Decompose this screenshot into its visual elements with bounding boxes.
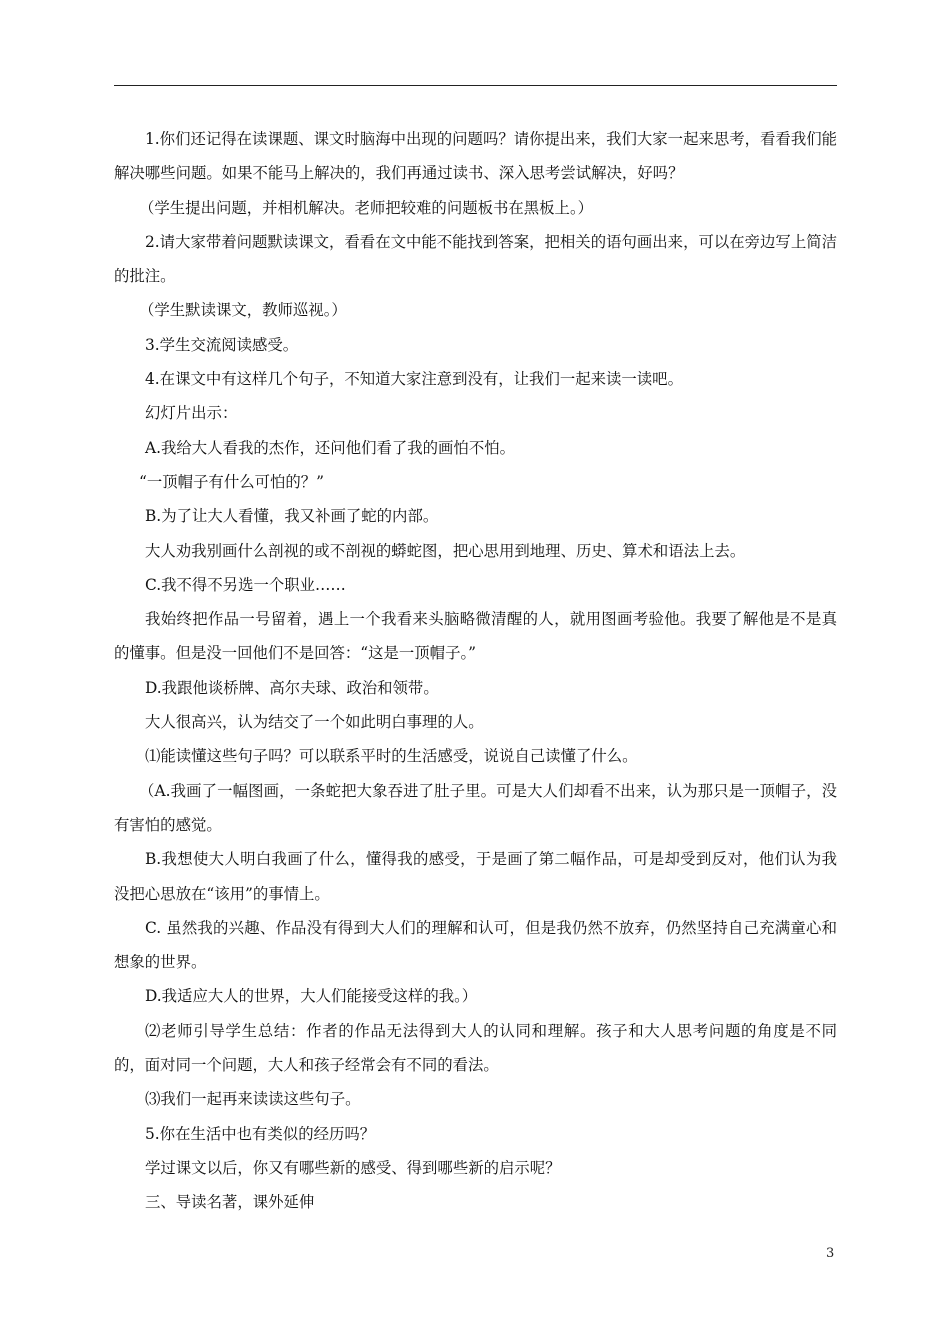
paragraph: （学生默读课文，教师巡视。） <box>139 301 347 320</box>
lesson-content <box>114 122 837 1220</box>
paragraph: 我始终把作品一号留着，遇上一个我看来头脑略微清醒的人，就用图画考验他。我要了解他是不是真的懂事。但是没一回他们不是回答：“这是一顶帽子。” <box>114 610 837 663</box>
paragraph: 3.学生交流阅读感受。 <box>145 335 299 354</box>
section-heading: 三、导读名著，课外延伸 <box>145 1193 315 1212</box>
paragraph: 4.在课文中有这样几个句子，不知道大家注意到没有，让我们一起来读一读吧。 <box>145 370 683 389</box>
paragraph: （学生提出问题，并相机解决。老师把较难的问题板书在黑板上。） <box>139 198 594 217</box>
paragraph: 幻灯片出示： <box>145 404 238 423</box>
paragraph: 5.你在生活中也有类似的经历吗？ <box>145 1124 376 1143</box>
paragraph: C. 虽然我的兴趣、作品没有得到大人们的理解和认可，但是我仍然不放弃，仍然坚持自己充满童心和想象的世界。 <box>114 918 837 972</box>
paragraph: 大人劝我别画什么剖视的或不剖视的蟒蛇图，把心思用到地理、历史、算术和语法上去。 <box>145 541 746 560</box>
paragraph: C.我不得不另选一个职业…… <box>145 575 346 594</box>
paragraph: 大人很高兴，认为结交了一个如此明白事理的人。 <box>145 713 484 732</box>
paragraph: D.我适应大人的世界，大人们能接受这样的我。） <box>145 987 478 1006</box>
paragraph: ⑵老师引导学生总结：作者的作品无法得到大人的认同和理解。孩子和大人思考问题的角度是不同的，面对同一个问题，大人和孩子经常会有不同的看法。 <box>114 1021 837 1075</box>
paragraph: 1.你们还记得在读课题、课文时脑海中出现的问题吗？请你提出来，我们大家一起来思考，看看我们能解决哪些问题。如果不能马上解决的，我们再通过读书、深入思考尝试解决，好吗？ <box>114 130 837 183</box>
paragraph: 2.请大家带着问题默读课文，看看在文中能不能找到答案，把相关的语句画出来，可以在旁边写上简洁的批注。 <box>114 232 837 286</box>
paragraph: B.为了让大人看懂，我又补画了蛇的内部。 <box>145 507 439 526</box>
paragraph: （A.我画了一幅图画，一条蛇把大象吞进了肚子里。可是大人们却看不出来，认为那只是一顶帽子，没有害怕的感觉。 <box>114 781 837 834</box>
header-rule <box>114 85 837 86</box>
paragraph: 学过课文以后，你又有哪些新的感受、得到哪些新的启示呢？ <box>145 1158 561 1177</box>
paragraph: D.我跟他谈桥牌、高尔夫球、政治和领带。 <box>145 678 439 697</box>
page-number: 3 <box>826 1246 835 1261</box>
paragraph: ⑴能读懂这些句子吗？可以联系平时的生活感受，说说自己读懂了什么。 <box>145 747 638 766</box>
paragraph: A.我给大人看我的杰作，还问他们看了我的画怕不怕。 <box>145 438 515 457</box>
paragraph: “一顶帽子有什么可怕的？” <box>139 472 325 491</box>
paragraph: ⑶我们一起再来读读这些句子。 <box>145 1090 361 1109</box>
paragraph: B.我想使大人明白我画了什么，懂得我的感受，于是画了第二幅作品，可是却受到反对，他们认为我没把心思放在“该用”的事情上。 <box>114 850 837 903</box>
